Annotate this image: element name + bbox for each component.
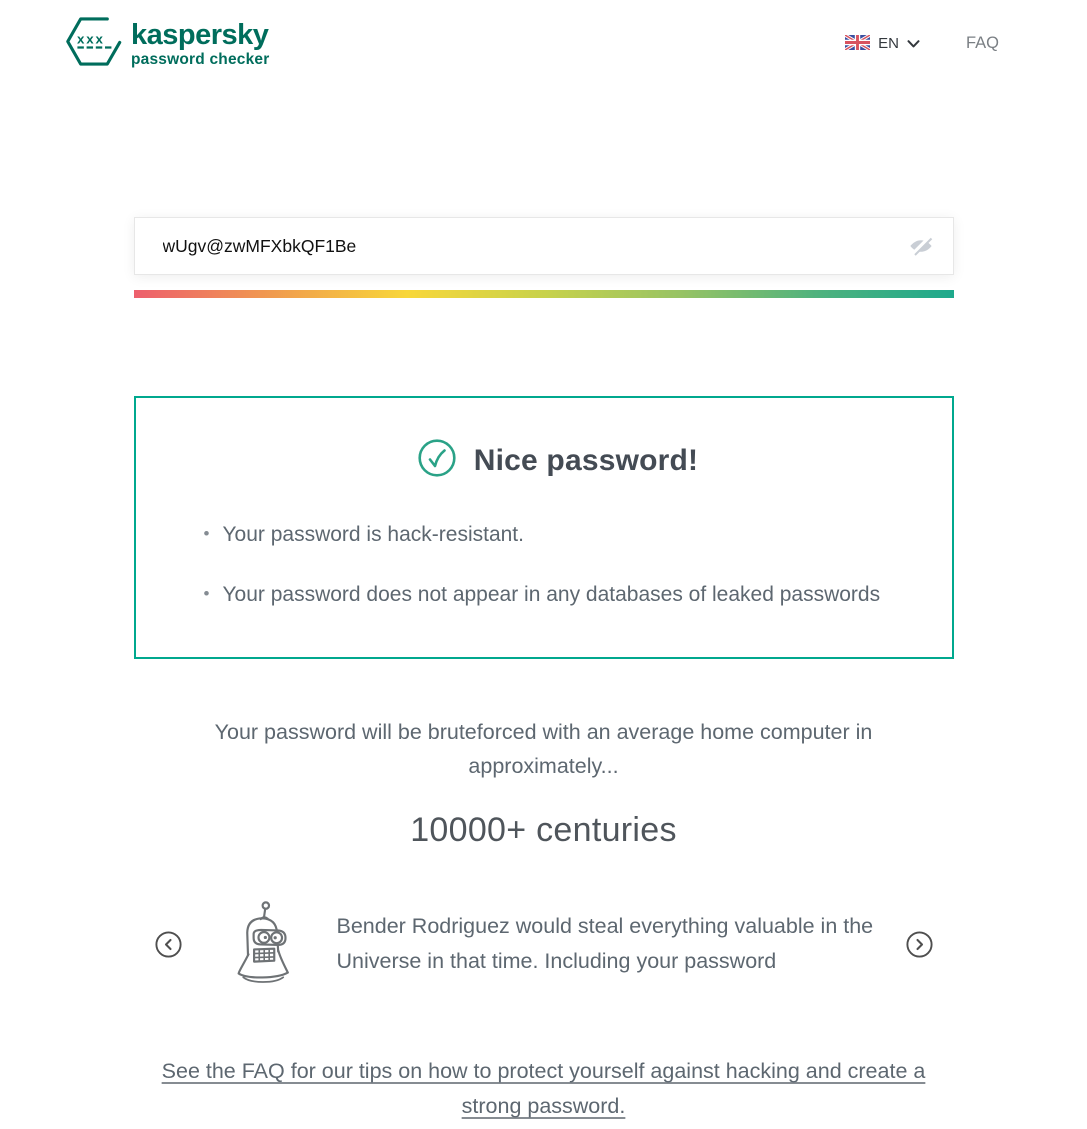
footer-faq-wrap bbox=[139, 1054, 949, 1124]
bruteforce-description: Your password will be bruteforced with an average home computer in approximately... bbox=[214, 720, 873, 778]
result-bullet-text: Your password is hack-resistant. bbox=[222, 523, 524, 546]
header-right bbox=[845, 34, 999, 53]
result-list bbox=[204, 520, 912, 611]
password-field-wrap bbox=[134, 217, 954, 275]
language-code: EN bbox=[878, 35, 899, 52]
bruteforce-time: 10000+ centuries bbox=[410, 811, 677, 849]
bender-robot-illustration bbox=[233, 898, 293, 990]
carousel-prev-button[interactable] bbox=[155, 931, 182, 958]
logo-brand: kaspersky bbox=[131, 18, 269, 51]
chevron-left-circle-icon bbox=[155, 946, 182, 961]
eye-off-icon bbox=[906, 249, 936, 264]
logo-product: password checker bbox=[131, 50, 270, 68]
result-bullet bbox=[204, 580, 912, 611]
strength-bar bbox=[134, 290, 954, 298]
chevron-down-icon bbox=[907, 36, 920, 51]
bullet-dot: • bbox=[203, 584, 210, 603]
logo-text bbox=[131, 20, 269, 69]
hexagon-xxx-icon bbox=[65, 14, 122, 74]
carousel-next-button[interactable] bbox=[906, 931, 933, 958]
svg-text:xxx: xxx bbox=[76, 31, 105, 47]
result-title-row bbox=[204, 438, 912, 483]
check-circle-icon bbox=[417, 438, 457, 483]
result-title: Nice password! bbox=[473, 443, 699, 477]
result-bullet bbox=[204, 520, 912, 551]
password-visibility-toggle[interactable] bbox=[904, 229, 938, 263]
faq-nav-link[interactable]: FAQ bbox=[965, 34, 999, 52]
password-input[interactable] bbox=[134, 217, 954, 275]
main-content bbox=[134, 217, 954, 1124]
kaspersky-logo[interactable] bbox=[65, 14, 269, 74]
result-bullet-text: Your password does not appear in any databases of leaked passwords bbox=[222, 583, 881, 606]
uk-flag-icon bbox=[845, 35, 870, 53]
result-box bbox=[134, 396, 954, 659]
header bbox=[0, 0, 1087, 74]
bullet-dot: • bbox=[203, 524, 210, 543]
footer-faq-link[interactable]: See the FAQ for our tips on how to protect yourself against hacking and create a strong password. bbox=[161, 1059, 926, 1118]
language-selector[interactable] bbox=[845, 35, 920, 53]
carousel-text: Bender Rodriguez would steal everything valuable in the Universe in that time. Including your password bbox=[336, 914, 874, 973]
fun-fact-carousel bbox=[134, 898, 954, 990]
chevron-right-circle-icon bbox=[906, 946, 933, 961]
